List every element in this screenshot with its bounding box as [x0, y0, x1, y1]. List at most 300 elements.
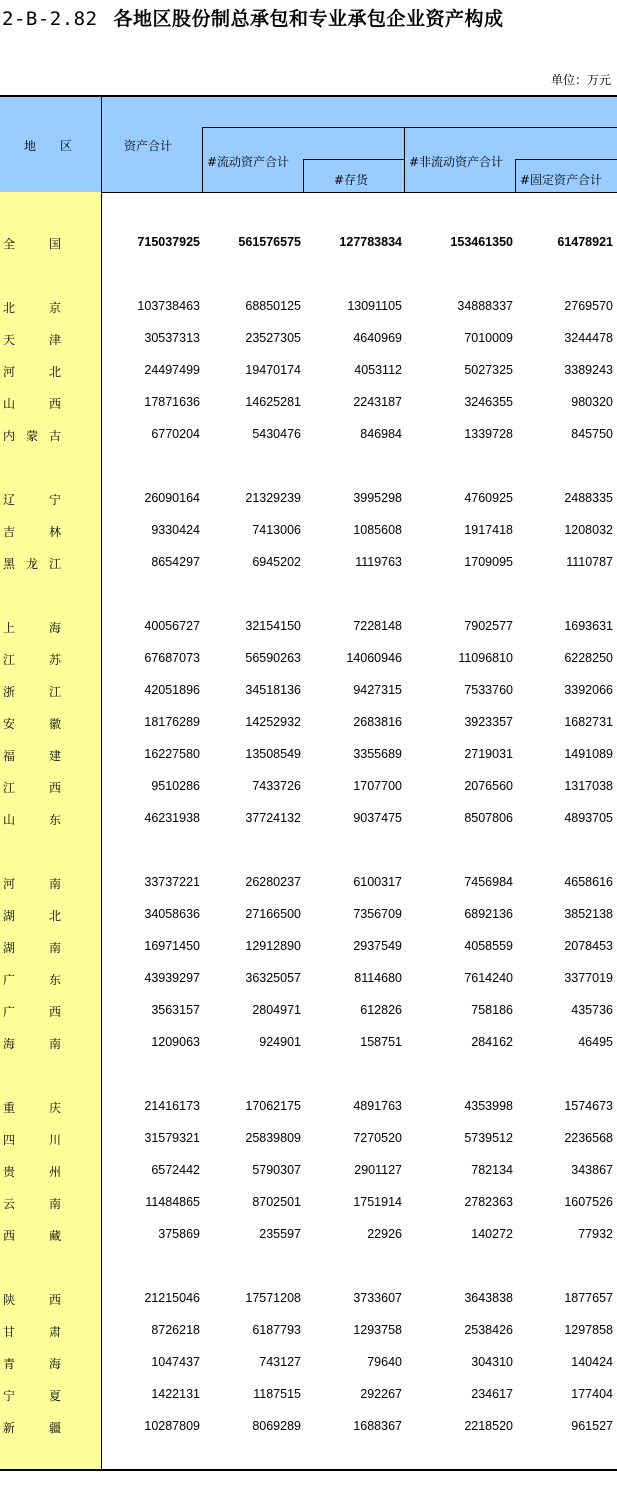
- region-name: [3, 1163, 61, 1180]
- header-region: 地 区: [24, 139, 73, 153]
- cell-total-assets: 6770204: [151, 427, 200, 441]
- cell-fixed-assets: 2769570: [564, 299, 613, 313]
- region-name-char: 南: [48, 877, 61, 891]
- region-name-char: 重: [3, 1101, 16, 1115]
- cell-fixed-assets: 46495: [578, 1035, 613, 1049]
- cell-total-assets: 18176289: [144, 715, 200, 729]
- cell-current-assets: 7413006: [252, 523, 301, 537]
- cell-total-assets: 11484865: [145, 1195, 200, 1209]
- cell-current-assets: 19470174: [245, 363, 301, 377]
- cell-inventory: 1688367: [353, 1419, 402, 1433]
- region-name-char: 京: [48, 301, 61, 315]
- cell-noncurrent-assets: 2719031: [464, 747, 513, 761]
- cell-current-assets: 14625281: [245, 395, 301, 409]
- region-name-char: 陕: [3, 1293, 16, 1307]
- region-name: [3, 619, 61, 636]
- cell-noncurrent-assets: 1917418: [464, 523, 513, 537]
- cell-fixed-assets: 343867: [571, 1163, 613, 1177]
- cell-total-assets: 16227580: [144, 747, 200, 761]
- cell-noncurrent-assets: 7456984: [464, 875, 513, 889]
- region-name: [3, 875, 61, 892]
- table-row: [0, 1160, 617, 1180]
- cell-total-assets: 1209063: [151, 1035, 200, 1049]
- cell-fixed-assets: 3377019: [564, 971, 613, 985]
- cell-noncurrent-assets: 304310: [471, 1355, 513, 1369]
- table-row: [0, 1224, 617, 1244]
- cell-noncurrent-assets: 34888337: [457, 299, 513, 313]
- region-name: [3, 523, 61, 540]
- region-name-char: 苏: [48, 653, 61, 667]
- cell-current-assets: 17062175: [245, 1099, 301, 1113]
- cell-inventory: 22926: [367, 1227, 402, 1241]
- region-name-char: 山: [3, 813, 16, 827]
- region-name-char: 湖: [3, 941, 16, 955]
- cell-total-assets: 715037925: [137, 235, 200, 249]
- cell-fixed-assets: 2078453: [564, 939, 613, 953]
- region-name-char: 甘: [3, 1325, 16, 1339]
- region-name: [3, 1227, 61, 1244]
- cell-fixed-assets: 77932: [578, 1227, 613, 1241]
- cell-total-assets: 8726218: [151, 1323, 200, 1337]
- region-name-char: 疆: [48, 1421, 61, 1435]
- cell-total-assets: 9330424: [151, 523, 200, 537]
- cell-noncurrent-assets: 3246355: [464, 395, 513, 409]
- cell-total-assets: 43939297: [144, 971, 200, 985]
- region-name-char: 海: [48, 621, 61, 635]
- cell-fixed-assets: 3389243: [564, 363, 613, 377]
- region-name-char: 西: [48, 781, 61, 795]
- cell-fixed-assets: 1607526: [564, 1195, 613, 1209]
- cell-noncurrent-assets: 3643838: [464, 1291, 513, 1305]
- table-row: [0, 1352, 617, 1372]
- table-row: [0, 360, 617, 380]
- table-row: [0, 1000, 617, 1020]
- region-name-char: 北: [3, 301, 16, 315]
- table-row: [0, 1320, 617, 1340]
- table-row: [0, 872, 617, 892]
- region-name: [3, 1099, 61, 1116]
- table-row: [0, 1032, 617, 1052]
- cell-inventory: 2683816: [353, 715, 402, 729]
- region-name-char: 贵: [3, 1165, 16, 1179]
- table-row: [0, 1288, 617, 1308]
- cell-fixed-assets: 6228250: [564, 651, 613, 665]
- cell-total-assets: 375869: [158, 1227, 200, 1241]
- region-name-char: 北: [48, 365, 61, 379]
- region-name: [3, 1419, 61, 1436]
- table-row: [0, 1128, 617, 1148]
- region-name-char: 江: [48, 685, 61, 699]
- cell-fixed-assets: 1110787: [566, 555, 613, 569]
- table-row: [0, 392, 617, 412]
- table-row: [0, 328, 617, 348]
- table-row: [0, 680, 617, 700]
- region-name-char: 川: [48, 1133, 61, 1147]
- region-name-char: 广: [3, 1005, 16, 1019]
- cell-current-assets: 7433726: [252, 779, 301, 793]
- cell-inventory: 1119763: [355, 555, 402, 569]
- region-name-char: 海: [48, 1357, 61, 1371]
- region-name-char: 州: [48, 1165, 61, 1179]
- table-row: [0, 904, 617, 924]
- header-inventory: #存货: [334, 173, 369, 187]
- cell-total-assets: 34058636: [144, 907, 200, 921]
- region-name-char: 蒙: [25, 429, 38, 443]
- cell-current-assets: 34518136: [245, 683, 301, 697]
- region-name-char: 西: [3, 1229, 16, 1243]
- cell-inventory: 3995298: [353, 491, 402, 505]
- region-name-char: 南: [48, 941, 61, 955]
- cell-fixed-assets: 140424: [571, 1355, 613, 1369]
- cell-noncurrent-assets: 7533760: [464, 683, 513, 697]
- region-name: [3, 1291, 61, 1308]
- cell-total-assets: 67687073: [144, 651, 200, 665]
- region-name: [3, 907, 61, 924]
- region-name-char: 四: [3, 1133, 16, 1147]
- region-name-char: 西: [48, 397, 61, 411]
- cell-noncurrent-assets: 5027325: [464, 363, 513, 377]
- cell-inventory: 2901127: [354, 1163, 402, 1177]
- cell-total-assets: 40056727: [144, 619, 200, 633]
- region-name-char: 国: [48, 237, 61, 251]
- region-name-char: 黑: [3, 557, 16, 571]
- region-name: [3, 1035, 61, 1052]
- region-name: [3, 427, 61, 444]
- cell-current-assets: 8069289: [252, 1419, 301, 1433]
- cell-current-assets: 2804971: [252, 1003, 301, 1017]
- divider: [202, 127, 617, 128]
- cell-inventory: 612826: [360, 1003, 402, 1017]
- cell-fixed-assets: 1693631: [564, 619, 613, 633]
- cell-current-assets: 32154150: [245, 619, 301, 633]
- cell-total-assets: 26090164: [144, 491, 200, 505]
- cell-inventory: 846984: [360, 427, 402, 441]
- region-name: [3, 363, 61, 380]
- cell-noncurrent-assets: 2218520: [464, 1419, 513, 1433]
- cell-noncurrent-assets: 234617: [471, 1387, 513, 1401]
- cell-current-assets: 924901: [259, 1035, 301, 1049]
- region-name-char: 安: [3, 717, 16, 731]
- region-name: [3, 1355, 61, 1372]
- cell-noncurrent-assets: 4353998: [464, 1099, 513, 1113]
- region-name-char: 古: [48, 429, 61, 443]
- cell-noncurrent-assets: 11096810: [458, 651, 513, 665]
- region-name-char: 建: [48, 749, 61, 763]
- divider: [303, 159, 304, 192]
- header-noncurrent-assets: #非流动资产合计: [409, 155, 504, 169]
- region-name-char: 内: [3, 429, 16, 443]
- region-name: [3, 683, 61, 700]
- cell-total-assets: 1047437: [151, 1355, 200, 1369]
- cell-inventory: 7228148: [353, 619, 402, 633]
- cell-total-assets: 24497499: [144, 363, 200, 377]
- region-name-char: 青: [3, 1357, 16, 1371]
- cell-current-assets: 23527305: [245, 331, 301, 345]
- header-current-assets: #流动资产合计: [207, 155, 290, 169]
- cell-inventory: 158751: [360, 1035, 402, 1049]
- cell-noncurrent-assets: 153461350: [450, 235, 513, 249]
- cell-fixed-assets: 3852138: [564, 907, 613, 921]
- cell-total-assets: 8654297: [151, 555, 200, 569]
- cell-current-assets: 5790307: [252, 1163, 301, 1177]
- table-row: [0, 1096, 617, 1116]
- cell-fixed-assets: 961527: [571, 1419, 613, 1433]
- cell-fixed-assets: 61478921: [557, 235, 613, 249]
- table-row: [0, 744, 617, 764]
- table-row: [0, 808, 617, 828]
- region-name: [3, 235, 61, 252]
- cell-fixed-assets: 1208032: [564, 523, 613, 537]
- cell-inventory: 6100317: [353, 875, 402, 889]
- cell-current-assets: 27166500: [245, 907, 301, 921]
- cell-total-assets: 10287809: [144, 1419, 200, 1433]
- cell-total-assets: 6572442: [151, 1163, 200, 1177]
- header-fixed-assets: #固定资产合计: [520, 173, 603, 187]
- cell-fixed-assets: 177404: [571, 1387, 613, 1401]
- region-name-char: 津: [48, 333, 61, 347]
- table-title: 各地区股份制总承包和专业承包企业资产构成: [113, 8, 504, 30]
- cell-fixed-assets: 2236568: [564, 1131, 613, 1145]
- cell-inventory: 2937549: [353, 939, 402, 953]
- cell-fixed-assets: 1682731: [564, 715, 613, 729]
- cell-fixed-assets: 1574673: [564, 1099, 613, 1113]
- region-name-char: 林: [48, 525, 61, 539]
- region-name-char: 南: [48, 1037, 61, 1051]
- cell-total-assets: 42051896: [144, 683, 200, 697]
- region-name: [3, 971, 61, 988]
- region-name-char: 龙: [25, 557, 38, 571]
- cell-fixed-assets: 4893705: [564, 811, 613, 825]
- cell-inventory: 3355689: [353, 747, 402, 761]
- cell-current-assets: 6187793: [252, 1323, 301, 1337]
- region-name: [3, 1323, 61, 1340]
- region-name-char: 全: [3, 237, 16, 251]
- region-name-char: 西: [48, 1293, 61, 1307]
- cell-fixed-assets: 2488335: [564, 491, 613, 505]
- cell-inventory: 9037475: [353, 811, 402, 825]
- region-name: [3, 779, 61, 796]
- cell-fixed-assets: 980320: [571, 395, 613, 409]
- table-row: [0, 936, 617, 956]
- cell-current-assets: 14252932: [245, 715, 301, 729]
- region-name: [3, 331, 61, 348]
- cell-fixed-assets: 4658616: [564, 875, 613, 889]
- region-name: [3, 1387, 61, 1404]
- cell-inventory: 4053112: [354, 363, 402, 377]
- cell-inventory: 7356709: [353, 907, 402, 921]
- cell-current-assets: 36325057: [245, 971, 301, 985]
- region-name: [3, 491, 61, 508]
- table-row: [0, 296, 617, 316]
- header-total-assets: 资产合计: [124, 139, 173, 153]
- region-name-char: 吉: [3, 525, 16, 539]
- region-name-char: 藏: [48, 1229, 61, 1243]
- divider: [303, 159, 404, 160]
- region-name: [3, 651, 61, 668]
- table-row: [0, 776, 617, 796]
- cell-total-assets: 3563157: [151, 1003, 200, 1017]
- region-name-char: 海: [3, 1037, 16, 1051]
- cell-noncurrent-assets: 4058559: [464, 939, 513, 953]
- cell-inventory: 292267: [360, 1387, 402, 1401]
- cell-inventory: 1707700: [353, 779, 402, 793]
- cell-inventory: 13091105: [347, 299, 402, 313]
- cell-total-assets: 17871636: [144, 395, 200, 409]
- region-name-char: 江: [3, 653, 16, 667]
- cell-current-assets: 6945202: [252, 555, 301, 569]
- cell-current-assets: 235597: [259, 1227, 301, 1241]
- cell-inventory: 3733607: [353, 1291, 402, 1305]
- cell-noncurrent-assets: 284162: [471, 1035, 513, 1049]
- cell-total-assets: 33737221: [144, 875, 200, 889]
- cell-current-assets: 26280237: [245, 875, 301, 889]
- cell-current-assets: 68850125: [245, 299, 301, 313]
- cell-inventory: 1293758: [353, 1323, 402, 1337]
- cell-noncurrent-assets: 2538426: [464, 1323, 513, 1337]
- cell-inventory: 7270520: [353, 1131, 402, 1145]
- table-row: [0, 424, 617, 444]
- cell-noncurrent-assets: 6892136: [464, 907, 513, 921]
- page-title: [2, 4, 504, 31]
- cell-fixed-assets: 3244478: [564, 331, 613, 345]
- table-row: [0, 520, 617, 540]
- region-name-char: 上: [3, 621, 16, 635]
- region-name-char: 庆: [48, 1101, 61, 1115]
- cell-noncurrent-assets: 140272: [471, 1227, 513, 1241]
- cell-fixed-assets: 1491089: [564, 747, 613, 761]
- cell-noncurrent-assets: 7902577: [464, 619, 513, 633]
- region-name: [3, 1003, 61, 1020]
- region-name-char: 福: [3, 749, 16, 763]
- cell-current-assets: 1187515: [253, 1387, 301, 1401]
- region-name-char: 南: [48, 1197, 61, 1211]
- divider: [515, 159, 516, 192]
- cell-current-assets: 13508549: [245, 747, 301, 761]
- cell-inventory: 8114680: [354, 971, 402, 985]
- cell-current-assets: 21329239: [245, 491, 301, 505]
- cell-current-assets: 25839809: [245, 1131, 301, 1145]
- region-name-char: 东: [48, 813, 61, 827]
- table-code: 2-B-2.82: [2, 8, 98, 30]
- cell-fixed-assets: 1877657: [564, 1291, 613, 1305]
- cell-current-assets: 56590263: [245, 651, 301, 665]
- cell-total-assets: 21215046: [144, 1291, 200, 1305]
- cell-total-assets: 103738463: [137, 299, 200, 313]
- cell-current-assets: 17571208: [245, 1291, 301, 1305]
- cell-noncurrent-assets: 2782363: [464, 1195, 513, 1209]
- region-name: [3, 299, 61, 316]
- cell-noncurrent-assets: 5739512: [464, 1131, 513, 1145]
- table-row: [0, 1416, 617, 1436]
- cell-inventory: 127783834: [339, 235, 402, 249]
- divider: [202, 127, 203, 192]
- region-name-char: 徽: [48, 717, 61, 731]
- region-name-char: 湖: [3, 909, 16, 923]
- divider: [515, 159, 617, 160]
- region-name-char: 河: [3, 365, 16, 379]
- cell-inventory: 2243187: [353, 395, 402, 409]
- table-row: [0, 232, 617, 252]
- region-name-char: 山: [3, 397, 16, 411]
- region-name: [3, 555, 61, 572]
- cell-fixed-assets: 1297858: [564, 1323, 613, 1337]
- region-name: [3, 395, 61, 412]
- region-name-char: 北: [48, 909, 61, 923]
- cell-total-assets: 31579321: [144, 1131, 200, 1145]
- bottom-rule: [0, 1469, 617, 1471]
- region-name: [3, 1195, 61, 1212]
- region-name-char: 夏: [48, 1389, 61, 1403]
- region-column-bg: [0, 192, 101, 1470]
- region-name-char: 肃: [48, 1325, 61, 1339]
- region-name-char: 江: [3, 781, 16, 795]
- region-name-char: 云: [3, 1197, 16, 1211]
- region-name-char: 河: [3, 877, 16, 891]
- cell-inventory: 1751914: [353, 1195, 402, 1209]
- cell-noncurrent-assets: 782134: [471, 1163, 513, 1177]
- cell-inventory: 9427315: [353, 683, 402, 697]
- cell-current-assets: 5430476: [252, 427, 301, 441]
- cell-noncurrent-assets: 3923357: [464, 715, 513, 729]
- cell-noncurrent-assets: 1709095: [464, 555, 513, 569]
- divider: [404, 127, 405, 192]
- cell-noncurrent-assets: 4760925: [464, 491, 513, 505]
- cell-total-assets: 9510286: [151, 779, 200, 793]
- region-name: [3, 1131, 61, 1148]
- cell-total-assets: 46231938: [144, 811, 200, 825]
- region-name: [3, 747, 61, 764]
- region-name-char: 宁: [3, 1389, 16, 1403]
- cell-noncurrent-assets: 8507806: [464, 811, 513, 825]
- table-row: [0, 488, 617, 508]
- table-row: [0, 712, 617, 732]
- cell-current-assets: 743127: [259, 1355, 301, 1369]
- cell-noncurrent-assets: 1339728: [464, 427, 513, 441]
- cell-total-assets: 30537313: [144, 331, 200, 345]
- cell-fixed-assets: 3392066: [564, 683, 613, 697]
- cell-inventory: 1085608: [353, 523, 402, 537]
- cell-total-assets: 1422131: [151, 1387, 200, 1401]
- table-row: [0, 552, 617, 572]
- region-name-char: 辽: [3, 493, 16, 507]
- table-row: [0, 968, 617, 988]
- region-name: [3, 939, 61, 956]
- region-name-char: 宁: [48, 493, 61, 507]
- table-row: [0, 616, 617, 636]
- cell-current-assets: 8702501: [252, 1195, 301, 1209]
- cell-noncurrent-assets: 7614240: [464, 971, 513, 985]
- cell-inventory: 4640969: [353, 331, 402, 345]
- table-row: [0, 648, 617, 668]
- cell-noncurrent-assets: 758186: [471, 1003, 513, 1017]
- cell-inventory: 79640: [367, 1355, 402, 1369]
- table-row: [0, 1384, 617, 1404]
- cell-inventory: 14060946: [346, 651, 402, 665]
- cell-fixed-assets: 1317038: [564, 779, 613, 793]
- cell-current-assets: 37724132: [245, 811, 301, 825]
- cell-noncurrent-assets: 7010009: [464, 331, 513, 345]
- unit-label: 单位：万元: [550, 73, 611, 87]
- cell-total-assets: 16971450: [144, 939, 200, 953]
- cell-current-assets: 12912890: [245, 939, 301, 953]
- region-name: [3, 811, 61, 828]
- cell-noncurrent-assets: 2076560: [464, 779, 513, 793]
- region-name-char: 天: [3, 333, 16, 347]
- region-name-char: 东: [48, 973, 61, 987]
- table-row: [0, 1192, 617, 1212]
- cell-fixed-assets: 435736: [571, 1003, 613, 1017]
- region-name-char: 浙: [3, 685, 16, 699]
